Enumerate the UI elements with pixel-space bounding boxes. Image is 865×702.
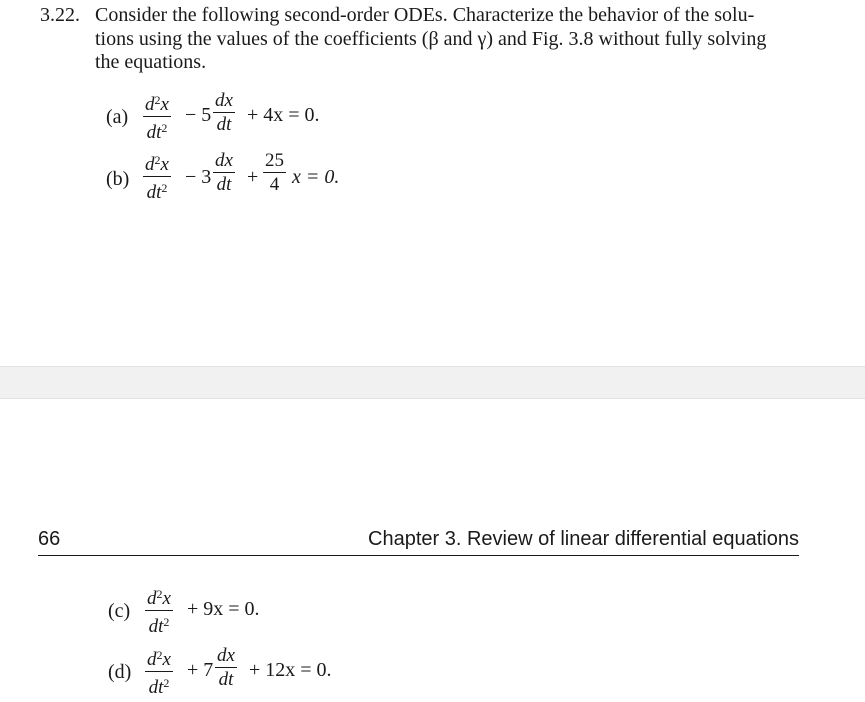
equation-coefficient: + 7 [187, 659, 214, 681]
fraction-d2x-dt2: $\frac{d^2x}{dt^2}$ [143, 90, 171, 143]
equation-plus: + [247, 166, 259, 188]
chapter-title: Chapter 3. Review of linear differential equations [368, 528, 799, 550]
page-header [38, 525, 799, 556]
equation-coefficient: − 5 [185, 104, 212, 126]
equation-label: (c) [108, 600, 131, 622]
equation-label: (b) [106, 168, 130, 190]
problem-text [95, 4, 807, 75]
page-number: 66 [38, 528, 61, 550]
problem-number: 3.22. [40, 4, 80, 26]
equation-label: (a) [106, 106, 129, 128]
fraction-dx-dt: $\frac{dx}{dt}$ [215, 90, 233, 135]
equation-rest: x = 0. [292, 166, 340, 188]
fraction-d2x-dt2: $\frac{d^2x}{dt^2}$ [143, 150, 171, 203]
fraction-d2x-dt2: $\frac{d^2x}{dt^2}$ [145, 584, 173, 637]
problem-line: Consider the following second-order ODEs. Characterize the behavior of the solu- [95, 4, 755, 26]
fraction-dx-dt: $\frac{dx}{dt}$ [217, 645, 235, 690]
problem-line: tions using the values of the coefficients (β and γ) and Fig. 3.8 without fully solving [95, 27, 767, 50]
equation-coefficient: − 3 [185, 166, 212, 188]
fraction-d2x-dt2: $\frac{d^2x}{dt^2}$ [145, 645, 173, 698]
equation-label: (d) [108, 661, 132, 683]
page-bottom [0, 399, 865, 702]
equation-rest: + 4x = 0. [247, 104, 320, 126]
fraction-25-4: $\frac{25}{4}$ [265, 150, 284, 195]
problem-line: the equations. [95, 51, 207, 73]
equation-rest: + 9x = 0. [187, 598, 260, 620]
equation-rest: + 12x = 0. [249, 659, 332, 681]
page-separator [0, 366, 865, 399]
fraction-dx-dt: $\frac{dx}{dt}$ [215, 150, 233, 195]
